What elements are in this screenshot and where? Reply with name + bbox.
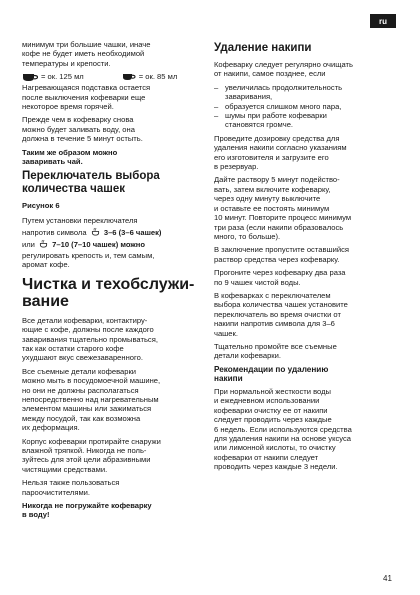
no-immersion-warning: Никогда не погружайте кофеварку в воду! <box>22 501 152 520</box>
tea-note: Таким же образом можно заваривать чай. <box>22 147 118 167</box>
rinse-paragraph: В заключение пропустите оставшийся раствор средства через кофеварку. <box>214 245 349 264</box>
cleaning-paragraph-2: Все съемные детали кофеварки можно мыть в посудомоечной машине, но они не должны располагаться непосредственно над нагревательным элементом машины или зажиматься между посудой, так как возможна их деформация. <box>22 366 161 433</box>
descale-conditions-list <box>214 83 400 130</box>
cup-size-line <box>22 72 204 82</box>
cleaning-paragraph-4: Нельзя также пользоваться пароочистителями. <box>22 478 120 497</box>
switch-instruction-line1: Путем установки переключателя <box>22 215 138 225</box>
list-item: – шумы при работе кофеварки становятся громче. <box>214 111 400 130</box>
large-cup-volume: = ок. 125 мл <box>41 72 84 82</box>
right-column <box>214 40 400 476</box>
switch-instruction-line3: или 7–10 (7–10 чашек) можно <box>22 239 145 249</box>
large-cup-icon <box>22 73 38 82</box>
intro-paragraph: минимум три большие чашки, иначе кофе не будет иметь необходимой температуры и крепости. <box>22 40 151 68</box>
left-column <box>22 40 204 524</box>
water-paragraph: Прогоните через кофеварку два раза по 9 чашек чистой воды. <box>214 268 346 287</box>
recommendations-heading: Рекомендации по удалению накипи <box>214 364 329 384</box>
switch-position-paragraph: В кофеварках с переключателем выбора количества чашек установите переключатель во время очистки от накипи напротив символа для 3–6 чашек. <box>214 290 348 338</box>
small-cup-icon <box>122 73 136 81</box>
warm-plate-note: Нагревающаяся подставка остается после выключения кофеварки еще некоторое время горячей. <box>22 83 151 112</box>
strength-symbol-icon <box>91 227 100 236</box>
figure-reference: Рисунок 6 <box>22 201 60 211</box>
dosage-paragraph: Проведите дозировку средства для удаления накипи согласно указаниям его изготовителя и загрузите его в резервуар. <box>214 133 347 172</box>
cleaning-paragraph-1: Все детали кофеварки, контактиру- ющие с кофе, должны после каждого заваривания тщательно промываться, так как остатки старого кофе ухудшают вкус свежезаваренного. <box>22 315 158 363</box>
wash-parts-paragraph: Тщательно промойте все съемные детали кофеварки. <box>214 341 337 361</box>
page-number: 41 <box>383 574 392 583</box>
descale-heading: Удаление накипи <box>214 42 312 54</box>
list-item: – образуется слишком много пара, <box>214 102 400 111</box>
cleaning-heading: Чистка и техобслужи- вание <box>22 275 195 310</box>
descale-intro: Кофеварку следует регулярно очищать от накипи, самое позднее, если <box>214 60 353 79</box>
cleaning-paragraph-3: Корпус кофеварки протирайте снаружи влажной тряпкой. Никогда не поль- зуйтесь для этой цели абразивными чистящими средствами. <box>22 436 161 474</box>
language-badge <box>370 14 396 28</box>
small-cup-volume: = ок. 85 мл <box>138 72 178 82</box>
procedure-paragraph: Дайте раствору 5 минут подейство- вать, затем включите кофеварку, через одну минуту выключите и оставьте ее постоять минимум 10 минут. Повторите процесс минимум три раза (если накипи образовалось много, то больше). <box>214 175 352 241</box>
recommendations-paragraph: При нормальной жесткости воды и ежедневном использовании кофеварки очистку ее от накипи следует проводить через каждые 6 недель. Если используются средства для удаления накипи на основе уксуса или лимонной кислоты, то очистку кофеварки от накипи следует проводить через каждые 3 недели. <box>214 386 352 472</box>
switch-instruction-line4: регулировать крепость и, тем самым, аромат кофе. <box>22 250 155 270</box>
cooling-note: Прежде чем в кофеварку снова можно будет заливать воду, она должна в течение 5 минут остыть. <box>22 115 143 144</box>
list-item: – увеличилась продолжительность заваривания, <box>214 83 400 102</box>
language-code: ru <box>379 16 387 26</box>
cup-switch-heading: Переключатель выбора количества чашек <box>22 170 160 196</box>
strength-symbol-icon <box>39 239 48 248</box>
switch-instruction-line2: напротив символа 3–6 (3–6 чашек) <box>22 227 162 237</box>
